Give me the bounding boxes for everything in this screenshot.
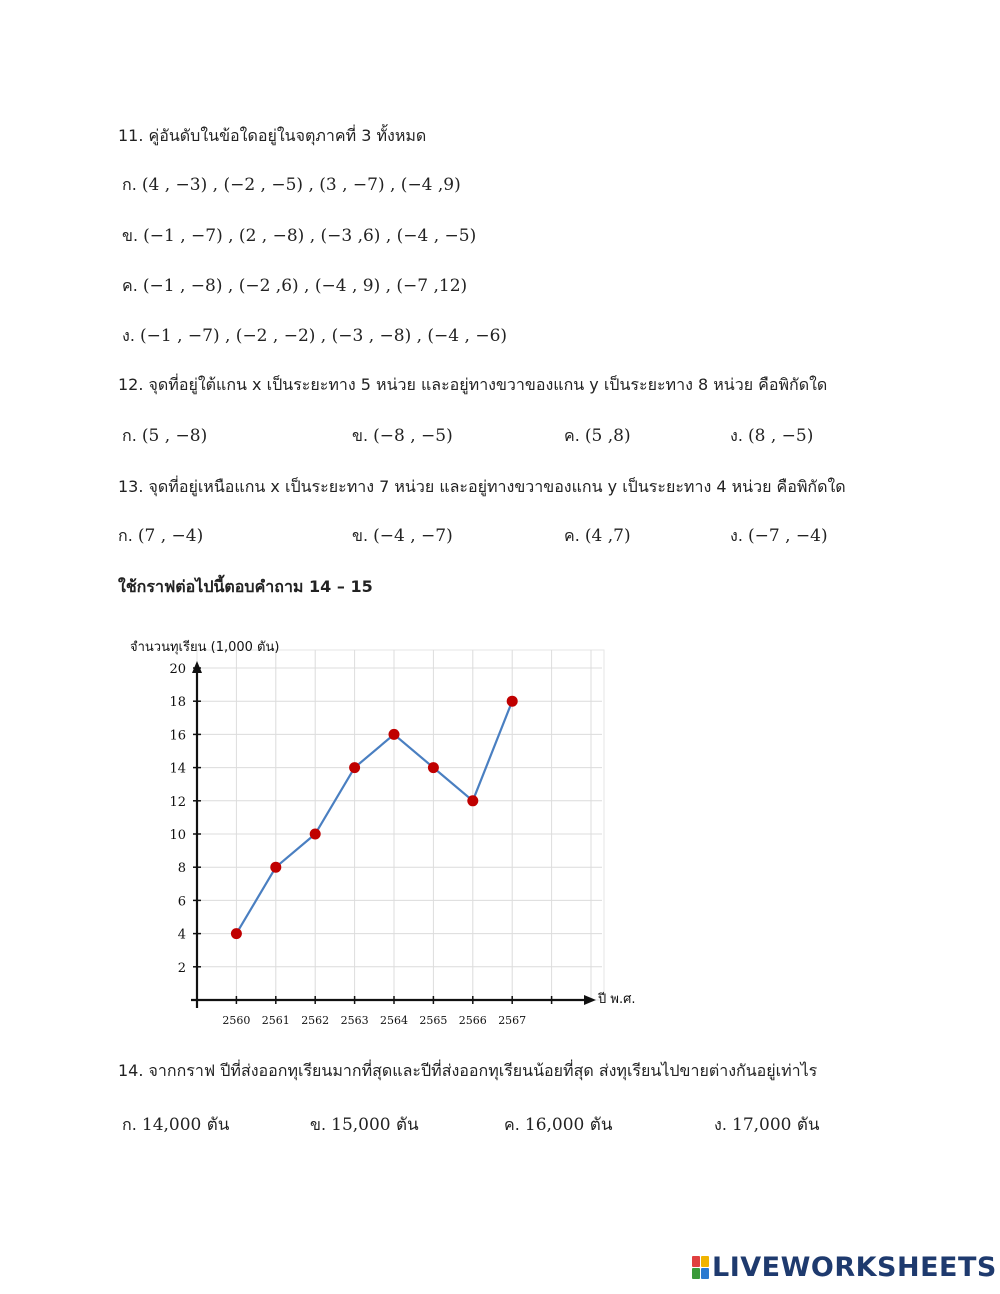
option-value: (−1 , −7) , (−2 , −2) , (−3 , −8) , (−4 , −6) — [140, 326, 508, 346]
data-point — [428, 762, 439, 773]
option-label: ก. — [122, 426, 137, 445]
option-value: 17,000 ตัน — [732, 1115, 820, 1135]
q14-option-a[interactable] — [122, 1111, 229, 1138]
y-tick-label: 18 — [169, 695, 186, 711]
option-label: ง. — [714, 1115, 727, 1134]
option-label: ค. — [122, 276, 138, 295]
option-value: 15,000 ตัน — [331, 1115, 419, 1135]
option-label: ข. — [310, 1115, 327, 1134]
x-tick-label: 2561 — [261, 1014, 290, 1027]
chart-grid — [197, 650, 604, 1000]
option-label: ง. — [122, 326, 135, 345]
y-tick-label: 14 — [169, 761, 186, 777]
y-tick-label: 16 — [169, 728, 186, 744]
q14-question: 14. จากกราฟ ปีที่ส่งออกทุเรียนมากที่สุดและปีที่ส่งออกทุเรียนน้อยที่สุด ส่งทุเรียนไปขายต่างกันอยู่เท่าไร — [118, 1061, 818, 1080]
q11-question: 11. คู่อันดับในข้อใดอยู่ในจตุภาคที่ 3 ทั้งหมด — [118, 126, 427, 145]
x-tick-label: 2563 — [340, 1014, 369, 1027]
data-point — [310, 829, 321, 840]
x-tick-label: 2565 — [419, 1014, 448, 1027]
option-value: (5 ,8) — [584, 426, 631, 446]
option-label: ค. — [564, 426, 580, 445]
x-tick-label: 2567 — [498, 1014, 527, 1027]
x-axis-label: ปี พ.ศ. — [598, 992, 636, 1007]
y-tick-label: 8 — [177, 861, 186, 877]
y-tick-label: 10 — [169, 828, 186, 843]
y-axis-label: จำนวนทุเรียน (1,000 ตัน) — [130, 640, 280, 655]
data-point — [467, 795, 478, 806]
option-value: 14,000 ตัน — [141, 1115, 230, 1135]
data-point — [270, 862, 281, 873]
option-value: (−7 , −4) — [748, 526, 828, 546]
option-label: ข. — [352, 426, 369, 445]
x-tick-label: 2560 — [222, 1014, 251, 1027]
series-points — [231, 696, 518, 939]
option-label: ก. — [122, 1115, 137, 1134]
q12-question: 12. จุดที่อยู่ใต้แกน x เป็นระยะทาง 5 หน่วย และอยู่ทางขวาของแกน y เป็นระยะทาง 8 หน่วย คือพิกัดใด — [118, 375, 828, 394]
option-label: ก. — [118, 526, 133, 545]
y-axis-arrow — [192, 661, 202, 673]
grid-frame — [197, 650, 604, 1000]
data-line — [236, 701, 512, 933]
x-axis-arrow — [584, 995, 596, 1005]
option-label: ง. — [730, 526, 743, 545]
option-value: (−4 , −7) — [373, 526, 453, 546]
q13-question: 13. จุดที่อยู่เหนือแกน x เป็นระยะทาง 7 หน่วย และอยู่ทางขวาของแกน y เป็นระยะทาง 4 หน่วย คือพิกัดใด — [118, 477, 846, 496]
chart-instruction: ใช้กราฟต่อไปนี้ตอบคำถาม 14 – 15 — [118, 577, 373, 596]
option-value: (4 ,7) — [584, 526, 631, 546]
x-tick-labels — [222, 1014, 526, 1027]
y-tick-label: 2 — [177, 960, 186, 976]
y-tick-label: 12 — [169, 794, 186, 810]
option-label: ข. — [122, 226, 139, 245]
option-label: ข. — [352, 526, 369, 545]
liveworksheets-logo[interactable] — [692, 1252, 997, 1283]
y-tick-label: 20 — [169, 662, 186, 677]
option-value: (5 , −8) — [141, 426, 208, 446]
option-value: (−8 , −5) — [373, 426, 453, 446]
logo-badge — [692, 1256, 709, 1279]
y-tick-labels — [169, 662, 186, 976]
q14-option-b[interactable] — [310, 1111, 419, 1138]
option-label: ค. — [504, 1115, 520, 1134]
logo-text: LIVEWORKSHEETS — [712, 1252, 997, 1283]
data-point — [231, 928, 242, 939]
q14-option-c[interactable] — [504, 1111, 612, 1138]
y-tick-label: 4 — [177, 927, 186, 943]
x-tick-label: 2564 — [380, 1014, 408, 1027]
series-line — [236, 701, 512, 933]
option-value: (−1 , −8) , (−2 ,6) , (−4 , 9) , (−7 ,12) — [142, 276, 468, 296]
q14-option-d[interactable] — [714, 1111, 820, 1138]
data-point — [507, 696, 518, 707]
option-value: (−1 , −7) , (2 , −8) , (−3 ,6) , (−4 , −5) — [143, 226, 477, 246]
option-label: ง. — [730, 426, 743, 445]
data-point — [349, 762, 360, 773]
data-point — [389, 729, 400, 740]
option-value: (7 , −4) — [137, 526, 204, 546]
x-tick-label: 2566 — [458, 1014, 487, 1027]
option-value: (8 , −5) — [748, 426, 814, 446]
x-tick-label: 2562 — [301, 1014, 330, 1027]
y-tick-label: 6 — [177, 894, 186, 910]
option-value: 16,000 ตัน — [524, 1115, 613, 1135]
option-label: ค. — [564, 526, 580, 545]
option-label: ก. — [122, 175, 137, 194]
option-value: (4 , −3) , (−2 , −5) , (3 , −7) , (−4 ,9) — [141, 175, 461, 195]
